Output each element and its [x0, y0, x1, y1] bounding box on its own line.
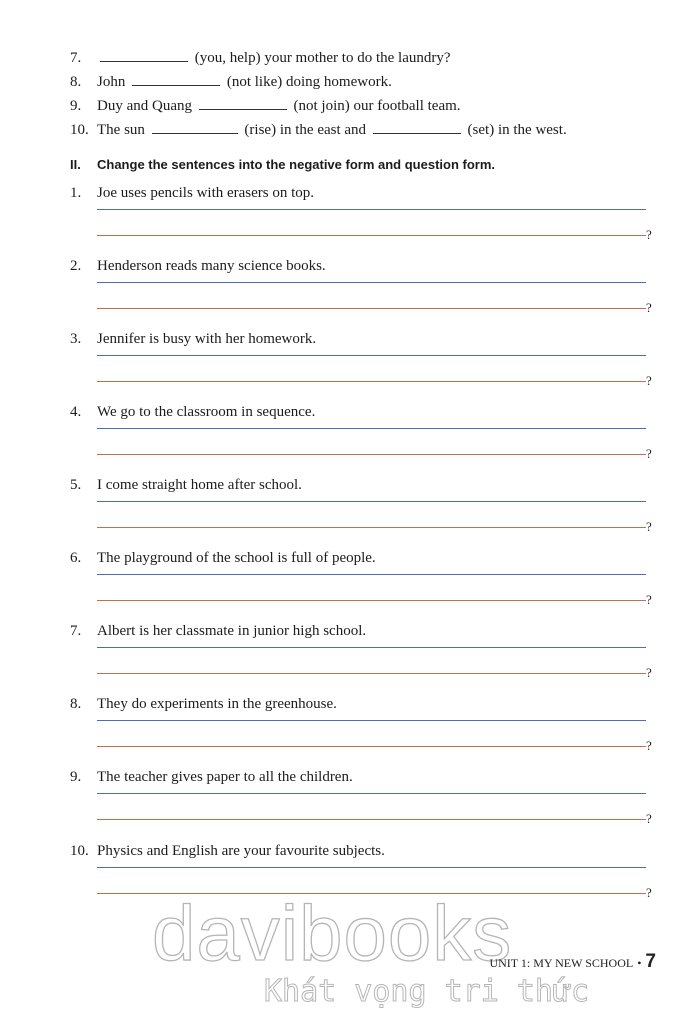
negative-answer-line[interactable]	[97, 428, 646, 429]
negative-answer-line[interactable]	[97, 647, 646, 648]
exercise-item	[70, 256, 660, 326]
question-answer-line[interactable]	[97, 527, 646, 528]
item-text: John	[97, 74, 126, 90]
sentence-text: I come straight home after school.	[97, 477, 302, 493]
answer-blank[interactable]	[132, 72, 220, 86]
section-title: Change the sentences into the negative form and question form.	[97, 157, 495, 172]
section-heading	[70, 156, 495, 174]
sentence-text: They do experiments in the greenhouse.	[97, 696, 337, 712]
sentence-text: Albert is her classmate in junior high school.	[97, 623, 367, 639]
exercise-item	[70, 96, 461, 116]
negative-answer-line[interactable]	[97, 282, 646, 283]
negative-answer-line[interactable]	[97, 867, 646, 868]
question-answer-line[interactable]	[97, 819, 646, 820]
page-number: 7	[645, 951, 656, 972]
exercise-item	[70, 72, 392, 92]
bullet-separator: •	[637, 956, 642, 970]
item-number: 8.	[70, 696, 82, 712]
exercise-item	[70, 548, 660, 618]
item-number: 4.	[70, 404, 82, 420]
item-text: (you, help) your mother to do the laundry?	[194, 50, 451, 66]
item-sentence	[70, 694, 337, 714]
item-number: 9.	[70, 98, 82, 114]
item-sentence	[70, 548, 376, 568]
question-mark: ?	[646, 885, 652, 900]
answer-blank[interactable]	[199, 96, 287, 110]
answer-blank[interactable]	[100, 48, 188, 62]
item-number: 3.	[70, 331, 82, 347]
item-number: 5.	[70, 477, 82, 493]
item-number: 7.	[70, 623, 82, 639]
item-number: 6.	[70, 550, 82, 566]
question-answer-line[interactable]	[97, 308, 646, 309]
exercise-item	[70, 694, 660, 764]
item-text: Duy and Quang	[97, 98, 192, 114]
item-sentence	[70, 183, 314, 203]
exercise-item	[70, 475, 660, 545]
sentence-text: Henderson reads many science books.	[97, 258, 326, 274]
watermark-logo: davibooks	[152, 889, 513, 977]
item-text: (not like) doing homework.	[226, 74, 392, 90]
question-answer-line[interactable]	[97, 235, 646, 236]
item-sentence	[70, 329, 316, 349]
question-answer-line[interactable]	[97, 454, 646, 455]
exercise-item	[70, 621, 660, 691]
item-number: 10.	[70, 122, 89, 138]
question-mark: ?	[646, 738, 652, 753]
question-answer-line[interactable]	[97, 746, 646, 747]
negative-answer-line[interactable]	[97, 355, 646, 356]
question-mark: ?	[646, 227, 652, 242]
page-footer	[489, 952, 656, 973]
exercise-item	[70, 402, 660, 472]
question-mark: ?	[646, 373, 652, 388]
item-text: (rise) in the east and	[244, 122, 367, 138]
item-sentence	[70, 767, 353, 787]
section-number: II.	[70, 157, 81, 172]
sentence-text: The teacher gives paper to all the children.	[97, 769, 353, 785]
negative-answer-line[interactable]	[97, 501, 646, 502]
exercise-item	[70, 767, 660, 837]
exercise-item	[70, 329, 660, 399]
negative-answer-line[interactable]	[97, 720, 646, 721]
item-sentence	[70, 256, 326, 276]
answer-blank[interactable]	[152, 120, 238, 134]
item-sentence	[70, 621, 366, 641]
sentence-text: Joe uses pencils with erasers on top.	[97, 185, 315, 201]
watermark-slogan: Khát vọng tri thức	[264, 974, 590, 1009]
item-number: 8.	[70, 74, 82, 90]
question-mark: ?	[646, 811, 652, 826]
question-answer-line[interactable]	[97, 673, 646, 674]
question-answer-line[interactable]	[97, 381, 646, 382]
sentence-text: We go to the classroom in sequence.	[97, 404, 316, 420]
item-number: 7.	[70, 50, 82, 66]
unit-label: UNIT 1: MY NEW SCHOOL	[489, 956, 634, 970]
exercise-item	[70, 120, 567, 140]
sentence-text: The playground of the school is full of people.	[97, 550, 376, 566]
item-sentence	[70, 402, 315, 422]
question-mark: ?	[646, 592, 652, 607]
exercise-item	[70, 183, 660, 253]
item-number: 2.	[70, 258, 82, 274]
question-answer-line[interactable]	[97, 600, 646, 601]
item-number: 1.	[70, 185, 82, 201]
exercise-item	[70, 48, 451, 68]
sentence-text: Jennifer is busy with her homework.	[97, 331, 317, 347]
negative-answer-line[interactable]	[97, 209, 646, 210]
question-mark: ?	[646, 300, 652, 315]
answer-blank[interactable]	[373, 120, 461, 134]
question-mark: ?	[646, 519, 652, 534]
question-mark: ?	[646, 665, 652, 680]
item-text: (set) in the west.	[467, 122, 567, 138]
negative-answer-line[interactable]	[97, 793, 646, 794]
item-sentence	[70, 475, 302, 495]
item-sentence	[70, 841, 385, 861]
item-number: 10.	[70, 843, 89, 859]
item-text: The sun	[97, 122, 145, 138]
item-number: 9.	[70, 769, 82, 785]
sentence-text: Physics and English are your favourite subjects.	[97, 843, 385, 859]
item-text: (not join) our football team.	[293, 98, 461, 114]
question-mark: ?	[646, 446, 652, 461]
negative-answer-line[interactable]	[97, 574, 646, 575]
